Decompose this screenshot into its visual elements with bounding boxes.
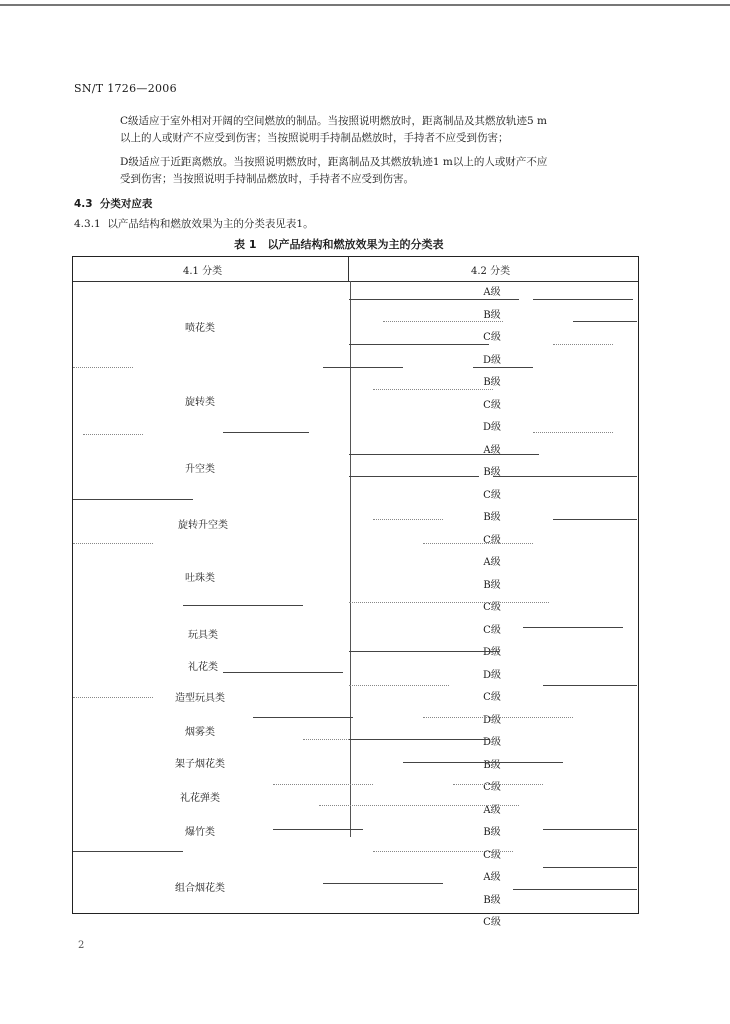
row-divider [73,851,183,852]
row-divider [349,739,489,740]
row-divider [543,829,637,830]
table-caption: 表 1 以产品结构和燃放效果为主的分类表 [234,238,444,251]
grade-cell: B级 [483,759,501,771]
grade-cell: C级 [483,624,501,636]
grade-cell: A级 [483,872,501,883]
subsection-body: 以产品结构和燃放效果为主的分类表见表1。 [107,218,314,230]
grade-cell: B级 [483,894,501,906]
page-number: 2 [78,940,85,951]
category-cell: 吐珠类 [185,573,215,584]
grade-cell: B级 [483,467,501,478]
grade-cell: D级 [482,422,502,433]
grade-cell: A级 [483,444,501,456]
grade-cell: C级 [483,489,501,501]
row-divider [73,367,133,368]
row-divider [223,672,343,673]
category-cell: 旋转升空类 [178,520,228,531]
row-divider [73,697,153,698]
top-border-line [0,4,730,6]
c-grade-text-line2: 以上的人或财产不应受到伤害；当按照说明手持制品燃放时，手持者不应受到伤害； [120,132,509,144]
row-divider [73,499,193,500]
row-divider [349,299,519,300]
row-divider [533,299,633,300]
row-divider [323,367,403,368]
row-divider [573,321,637,322]
row-divider [423,717,573,718]
category-cell: 礼花弹类 [180,793,220,804]
row-divider [533,432,613,433]
category-cell: 烟雾类 [185,727,215,738]
grade-cell: A级 [483,287,501,298]
category-cell: 架子烟花类 [175,759,225,770]
grade-cell: A级 [483,557,501,568]
row-divider [253,717,353,718]
grade-cell: D级 [482,647,502,658]
grade-cell: D级 [482,354,502,366]
category-cell: 礼花类 [188,662,218,673]
grade-cell: C级 [483,917,501,928]
grade-cell: C级 [483,849,501,861]
table-header-left: 4.1 分类 [183,266,223,277]
table-header-right: 4.2 分类 [471,266,511,277]
table-header-divider [73,281,638,282]
grade-cell: B级 [483,827,501,838]
row-divider [493,476,637,477]
row-divider [383,321,503,322]
row-divider [349,651,499,652]
category-cell: 玩具类 [188,630,218,641]
section-number: 4.3 [74,198,93,210]
row-divider [553,519,637,520]
grade-cell: B级 [483,579,501,591]
standard-code: SN/T 1726—2006 [74,82,177,95]
table-body-column-divider [350,281,351,837]
row-divider [349,602,549,603]
grade-cell: C级 [483,602,501,613]
grade-cell: C级 [483,782,501,793]
grade-cell: C级 [483,399,501,411]
subsection-number: 4.3.1 [74,218,101,230]
row-divider [543,685,637,686]
category-cell: 旋转类 [185,397,215,408]
row-divider [183,605,303,606]
row-divider [83,434,143,435]
row-divider [473,367,533,368]
category-cell: 升空类 [185,464,215,475]
table-column-divider [348,257,349,281]
row-divider [349,476,479,477]
d-grade-text-line1: D级适应于近距离燃放。当按照说明燃放时，距离制品及其燃放轨迹1 m以上的人或财产不应 [120,156,548,168]
category-cell: 喷花类 [185,323,215,334]
row-divider [73,543,153,544]
grade-cell: B级 [483,512,501,523]
grade-cell: D级 [482,669,502,681]
row-divider [543,867,637,868]
d-grade-text-line2: 受到伤害；当按照说明手持制品燃放时，手持者不应受到伤害。 [120,173,414,185]
row-divider [553,344,613,345]
row-divider [423,543,533,544]
row-divider [273,829,363,830]
c-grade-text-line1: C级适应于室外相对开阔的空间燃放的制品。当按照说明燃放时，距离制品及其燃放轨迹5 m [120,115,548,127]
grade-cell: D级 [482,714,502,726]
row-divider [513,889,637,890]
section-heading [74,196,152,211]
grade-cell: C级 [483,692,501,703]
row-divider [223,432,309,433]
row-divider [349,685,449,686]
row-divider [373,519,443,520]
grade-cell: B级 [483,309,501,321]
grade-cell: D级 [482,737,502,748]
row-divider [453,784,543,785]
classification-table [72,256,639,928]
category-cell: 组合烟花类 [175,883,225,894]
grade-cell: C级 [483,534,501,546]
grade-cell: B级 [483,377,501,388]
subsection-text [74,216,314,231]
section-title: 分类对应表 [99,198,153,210]
row-divider [349,344,489,345]
row-divider [373,389,493,390]
row-divider [349,454,539,455]
grade-cell: C级 [483,332,501,343]
category-cell: 爆竹类 [185,827,215,838]
row-divider [323,883,443,884]
grade-cell: A级 [483,804,501,816]
row-divider [373,851,513,852]
category-cell: 造型玩具类 [175,693,225,704]
row-divider [319,805,519,806]
row-divider [523,627,623,628]
row-divider [403,762,563,763]
row-divider [273,784,373,785]
